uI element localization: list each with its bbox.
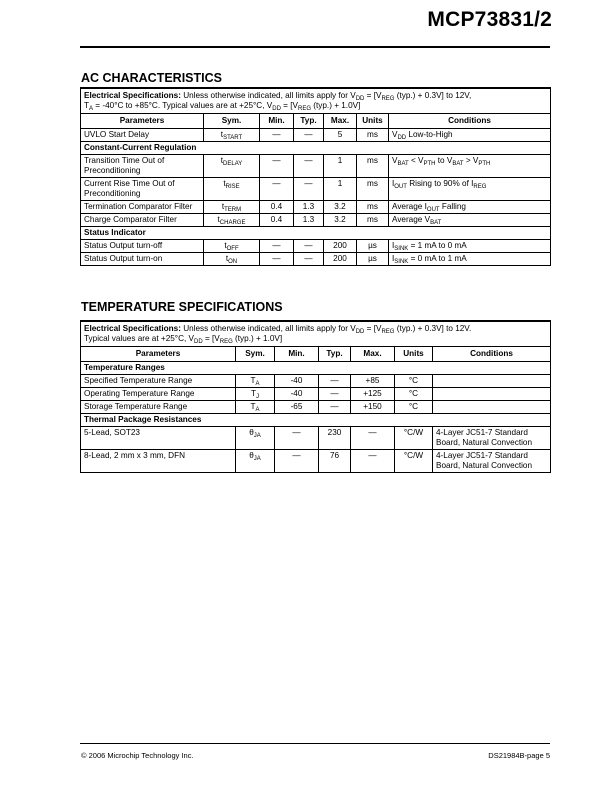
document-title: MCP73831/2 (427, 8, 552, 31)
units-cell: °C/W (395, 450, 433, 473)
min-cell: 0.4 (260, 201, 294, 214)
conditions-cell: $I_{SINK} = 1$ mA to 0 mA (389, 240, 551, 253)
max-cell: — (351, 427, 395, 450)
sym-cell: $t_{RISE}$ (204, 178, 260, 201)
col-header-conditions: Conditions (389, 114, 551, 129)
conditions-cell (433, 401, 551, 414)
units-cell: °C (395, 401, 433, 414)
max-cell: 200 (324, 240, 357, 253)
table-row (81, 401, 551, 414)
category-label: Temperature Ranges (81, 362, 551, 375)
col-header-sym: Sym. (236, 347, 275, 362)
footer-copyright: © 2006 Microchip Technology Inc. (81, 751, 194, 760)
ac-section-title: AC CHARACTERISTICS (81, 71, 222, 85)
param-cell: Current Rise Time Out of Preconditioning (81, 178, 204, 201)
table-row (81, 427, 551, 450)
table-row (81, 201, 551, 214)
temperature-specifications-table (80, 320, 551, 473)
conditions-cell (433, 375, 551, 388)
temp-conditions-cell: Electrical Specifications: Unless otherwise indicated, all limits apply for $V_{DD} = [V_{REG}$ (typ.) + 0.3V] to 12V. Typical values are at +25°C, $V_{DD} = [V_{REG}$ (typ.) + 1.0V] (81, 321, 551, 347)
min-cell: — (260, 240, 294, 253)
table-row (81, 178, 551, 201)
conditions-cell (433, 388, 551, 401)
units-cell: ms (357, 214, 389, 227)
conditions-cell: Average $V_{BAT}$ (389, 214, 551, 227)
typ-cell: — (294, 155, 324, 178)
col-header-units: Units (357, 114, 389, 129)
col-header-parameters: Parameters (81, 114, 204, 129)
max-cell: +150 (351, 401, 395, 414)
min-cell: -40 (275, 375, 319, 388)
col-header-max: Max. (351, 347, 395, 362)
footer-rule (80, 743, 550, 744)
units-cell: ms (357, 155, 389, 178)
category-row (81, 142, 551, 155)
table-row (81, 388, 551, 401)
ac-conditions-cell: Electrical Specifications: Unless otherwise indicated, all limits apply for $V_{DD} = [V_{REG}$ (typ.) + 0.3V] to 12V, $T_A = -40^\circ C$ to +85°C. Typical values are at +25°C, $V_{DD} = [V_{REG}$ (typ.) + 1.0V] (81, 88, 551, 114)
table-row (81, 375, 551, 388)
category-label: Constant-Current Regulation (81, 142, 551, 155)
category-row (81, 362, 551, 375)
conditions-cell: 4-Layer JC51-7 Standard Board, Natural Convection (433, 427, 551, 450)
min-cell: — (275, 450, 319, 473)
min-cell: — (260, 253, 294, 266)
footer-page-number: DS21984B-page 5 (488, 751, 550, 760)
col-header-sym: Sym. (204, 114, 260, 129)
sym-cell: $t_{DELAY}$ (204, 155, 260, 178)
temp-section-title: TEMPERATURE SPECIFICATIONS (81, 300, 283, 314)
typ-cell: — (294, 240, 324, 253)
units-cell: ms (357, 178, 389, 201)
table-row (81, 214, 551, 227)
sym-cell: $t_{OFF}$ (204, 240, 260, 253)
param-cell: UVLO Start Delay (81, 129, 204, 142)
sym-cell: $\theta_{JA}$ (236, 427, 275, 450)
typ-cell: — (319, 401, 351, 414)
units-cell: ms (357, 201, 389, 214)
sym-cell: $t_{CHARGE}$ (204, 214, 260, 227)
ac-header-row (81, 114, 551, 129)
sym-cell: $t_{START}$ (204, 129, 260, 142)
col-header-parameters: Parameters (81, 347, 236, 362)
col-header-min: Min. (260, 114, 294, 129)
typ-cell: — (294, 129, 324, 142)
conditions-cell: 4-Layer JC51-7 Standard Board, Natural Convection (433, 450, 551, 473)
max-cell: +85 (351, 375, 395, 388)
category-label: Status Indicator (81, 227, 551, 240)
sym-cell: $T_A$ (236, 401, 275, 414)
max-cell: 1 (324, 178, 357, 201)
param-cell: Storage Temperature Range (81, 401, 236, 414)
conditions-cell: Average $I_{OUT}$ Falling (389, 201, 551, 214)
typ-cell: — (294, 178, 324, 201)
category-row (81, 414, 551, 427)
conditions-cell: $V_{DD}$ Low-to-High (389, 129, 551, 142)
category-row (81, 227, 551, 240)
typ-cell: 1.3 (294, 214, 324, 227)
ac-conditions-row (81, 88, 551, 114)
units-cell: °C (395, 388, 433, 401)
param-cell: Status Output turn-off (81, 240, 204, 253)
param-cell: Charge Comparator Filter (81, 214, 204, 227)
sym-cell: $\theta_{JA}$ (236, 450, 275, 473)
col-header-typ: Typ. (319, 347, 351, 362)
sym-cell: $T_A$ (236, 375, 275, 388)
typ-cell: — (294, 253, 324, 266)
units-cell: µs (357, 240, 389, 253)
param-cell: 5-Lead, SOT23 (81, 427, 236, 450)
col-header-max: Max. (324, 114, 357, 129)
max-cell: 1 (324, 155, 357, 178)
param-cell: Specified Temperature Range (81, 375, 236, 388)
col-header-conditions: Conditions (433, 347, 551, 362)
conditions-cell: $I_{OUT}$ Rising to 90% of $I_{REG}$ (389, 178, 551, 201)
units-cell: µs (357, 253, 389, 266)
min-cell: — (275, 427, 319, 450)
typ-cell: 76 (319, 450, 351, 473)
conditions-cell: $V_{BAT} < V_{PTH}$ to $V_{BAT} > V_{PTH}$ (389, 155, 551, 178)
table-row (81, 240, 551, 253)
param-cell: 8-Lead, 2 mm x 3 mm, DFN (81, 450, 236, 473)
col-header-units: Units (395, 347, 433, 362)
typ-cell: 230 (319, 427, 351, 450)
min-cell: -65 (275, 401, 319, 414)
table-row (81, 155, 551, 178)
conditions-label: Electrical Specifications: (84, 91, 181, 100)
col-header-typ: Typ. (294, 114, 324, 129)
units-cell: ms (357, 129, 389, 142)
param-cell: Operating Temperature Range (81, 388, 236, 401)
max-cell: — (351, 450, 395, 473)
ac-characteristics-table (80, 87, 551, 266)
max-cell: 5 (324, 129, 357, 142)
units-cell: °C/W (395, 427, 433, 450)
min-cell: -40 (275, 388, 319, 401)
table-row (81, 450, 551, 473)
typ-cell: 1.3 (294, 201, 324, 214)
min-cell: — (260, 178, 294, 201)
table-row (81, 253, 551, 266)
col-header-min: Min. (275, 347, 319, 362)
typ-cell: — (319, 375, 351, 388)
param-cell: Termination Comparator Filter (81, 201, 204, 214)
min-cell: — (260, 155, 294, 178)
sym-cell: $T_J$ (236, 388, 275, 401)
max-cell: +125 (351, 388, 395, 401)
param-cell: Transition Time Out of Preconditioning (81, 155, 204, 178)
min-cell: — (260, 129, 294, 142)
conditions-cell: $I_{SINK} = 0$ mA to 1 mA (389, 253, 551, 266)
header-rule (80, 46, 550, 48)
temp-header-row (81, 347, 551, 362)
sym-cell: $t_{TERM}$ (204, 201, 260, 214)
sym-cell: $t_{ON}$ (204, 253, 260, 266)
units-cell: °C (395, 375, 433, 388)
max-cell: 3.2 (324, 214, 357, 227)
conditions-label: Electrical Specifications: (84, 324, 181, 333)
table-row (81, 129, 551, 142)
min-cell: 0.4 (260, 214, 294, 227)
max-cell: 3.2 (324, 201, 357, 214)
typ-cell: — (319, 388, 351, 401)
temp-conditions-row (81, 321, 551, 347)
category-label: Thermal Package Resistances (81, 414, 551, 427)
param-cell: Status Output turn-on (81, 253, 204, 266)
max-cell: 200 (324, 253, 357, 266)
